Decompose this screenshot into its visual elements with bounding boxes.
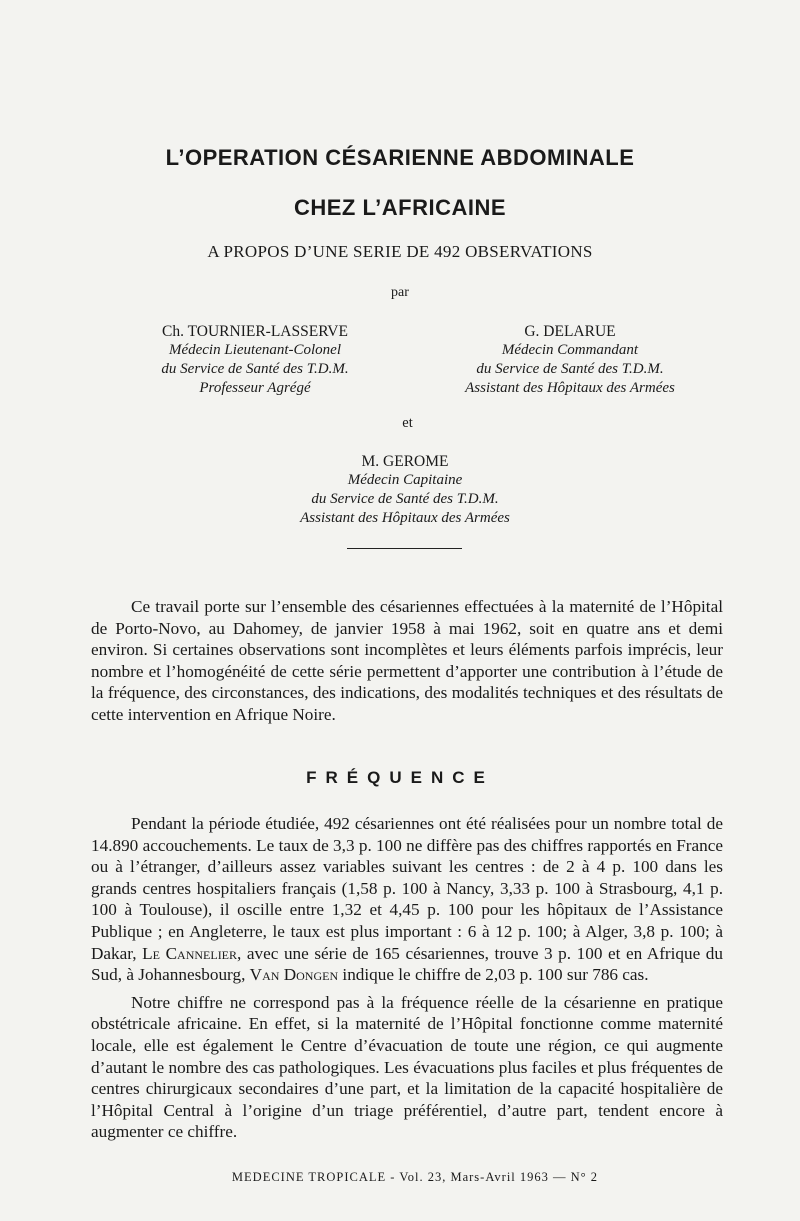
author-name: G. DELARUE <box>524 323 616 340</box>
intro-section <box>91 596 723 726</box>
author-service: du Service de Santé des T.D.M. <box>311 491 499 507</box>
author-block-3 <box>265 452 545 528</box>
frequence-section <box>91 813 723 1143</box>
article-title-line-2: CHEZ L’AFRICAINE <box>293 195 507 220</box>
by-label: par <box>391 285 409 300</box>
paragraph-text: indique le chiffre de 2,03 p. 100 sur 786 cas. <box>338 965 649 985</box>
conjunction-et: et <box>402 415 413 431</box>
author-name: Ch. TOURNIER-LASSERVE <box>162 323 348 340</box>
frequence-paragraph-1 <box>91 813 723 986</box>
author-service: du Service de Santé des T.D.M. <box>476 361 664 377</box>
author-role: Médecin Commandant <box>501 342 639 358</box>
intro-paragraph: Ce travail porte sur l’ensemble des césariennes effectuées à la maternité de l’Hôpital de Porto-Novo, au Dahomey, de janvier 1958 à mai 1962, soit en quatre ans et demi environ. Si certaines observations sont incomplètes et leurs éléments parfois imprécis, leur nombre et l’homogénéité de cette série permettent d’apporter une contribution à l’étude de la fréquence, des circonstances, des indications, des modalités techniques et des résultats de cette intervention en Afrique Noire. <box>91 597 723 724</box>
article-subtitle: A PROPOS D’UNE SERIE DE 492 OBSERVATIONS <box>207 242 593 261</box>
author-title: Assistant des Hôpitaux des Armées <box>300 510 510 526</box>
author-block-2 <box>425 322 715 398</box>
cited-author: Le Cannelier <box>142 943 238 963</box>
article-title-line-1: L’OPERATION CÉSARIENNE ABDOMINALE <box>165 145 635 170</box>
author-service: du Service de Santé des T.D.M. <box>161 361 349 377</box>
author-name: M. GEROME <box>361 453 449 470</box>
paragraph-text: , avec une série de 165 césariennes, trouve 3 p. 100 et en Afrique du Sud, à Johannesbourg, <box>91 943 723 985</box>
author-role: Médecin Lieutenant-Colonel <box>168 342 342 358</box>
paragraph-text: Pendant la période étudiée, 492 césariennes ont été réalisées pour un nombre total de 14.890 accouchements. Le taux de 3,3 p. 100 ne diffère pas des chiffres rapportés en France ou à l’étranger, d’ailleurs assez variables suivant les centres : de 2 à 4 p. 100 dans les grands centres hospitaliers français (1,58 p. 100 à Nancy, 3,33 p. 100 à Strasbourg, 4,1 p. 100 à Toulouse), il oscille entre 1,32 et 4,45 p. 100 pour les hôpitaux de l’Assistance Publique ; en Angleterre, le taux est plus important : 6 à 12 p. 100; à Alger, 3,8 p. 100; à Dakar, <box>91 814 723 963</box>
author-block-1 <box>120 322 390 398</box>
author-title: Professeur Agrégé <box>199 380 311 396</box>
separator-rule <box>347 548 462 549</box>
journal-footer: MEDECINE TROPICALE - Vol. 23, Mars-Avril 1963 — N° 2 <box>231 1170 599 1184</box>
cited-author: Van Dongen <box>249 965 339 985</box>
section-heading-frequence: FRÉQUENCE <box>306 768 494 787</box>
frequence-paragraph-2: Notre chiffre ne correspond pas à la fréquence réelle de la césarienne en pratique obstétricale africaine. En effet, si la maternité de l’Hôpital fonctionne comme maternité locale, elle est également le Centre d’évacuation de toute une région, ce qui augmente d’autant le nombre des cas pathologiques. Les évacuations plus faciles et plus fréquentes de centres chirurgicaux secondaires d’une part, et la limitation de la capacité hospitalière de l’Hôpital Central à l’origine d’un triage préférentiel, d’autre part, tendent encore à augmenter ce chiffre. <box>91 992 723 1142</box>
author-role: Médecin Capitaine <box>347 472 463 488</box>
author-title: Assistant des Hôpitaux des Armées <box>465 380 675 396</box>
